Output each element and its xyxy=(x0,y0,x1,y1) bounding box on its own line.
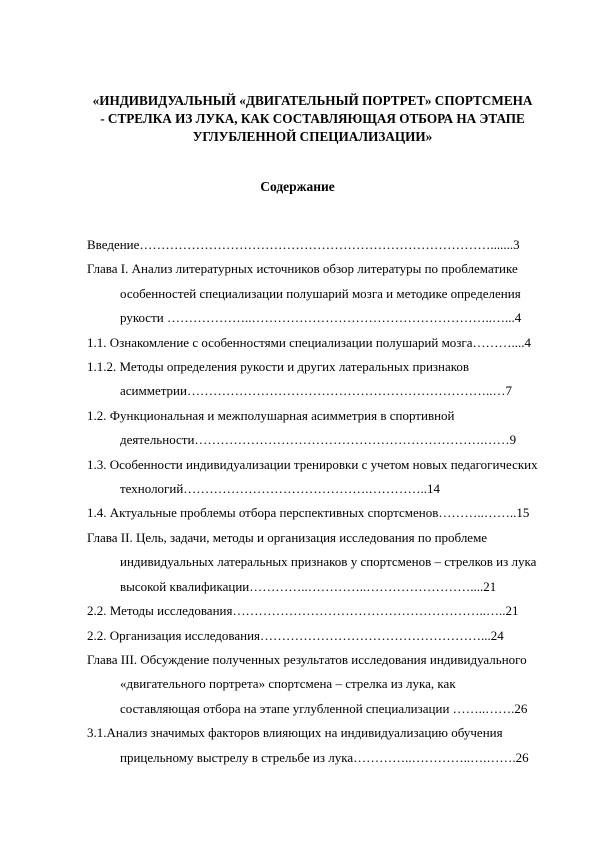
toc-line: Глава II. Цель, задачи, методы и организация исследования по проблеме xyxy=(87,529,488,545)
toc-entry xyxy=(87,404,567,453)
toc-entry xyxy=(87,648,567,721)
toc-entry xyxy=(87,501,567,525)
toc-line: Глава I. Анализ литературных источников обзор литературы по проблематике xyxy=(87,261,518,277)
toc-line: Глава III. Обсуждение полученных результатов исследования индивидуального xyxy=(87,651,527,667)
table-of-contents xyxy=(87,233,567,770)
toc-entry xyxy=(87,355,567,404)
toc-line: асимметрии……………………………………………………………..…7 xyxy=(120,383,512,399)
toc-line: особенностей специализации полушарий мозга и методике определения xyxy=(120,285,521,301)
toc-entry xyxy=(87,624,567,648)
toc-line: высокой квалификации…………..…………..……………………....21 xyxy=(120,578,497,594)
toc-entry xyxy=(87,721,567,770)
toc-line: 3.1.Анализ значимых факторов влияющих на индивидуализацию обучения xyxy=(87,725,503,741)
title-line: УГЛУБЛЕННОЙ СПЕЦИАЛИЗАЦИИ» xyxy=(192,129,433,144)
toc-line: Введение……………………………………………………………………….......3 xyxy=(87,237,520,252)
toc-line: 2.2. Методы исследования…………………………………………………..…..21 xyxy=(87,603,519,619)
toc-entry xyxy=(87,526,567,599)
toc-line: 1.4. Актуальные проблемы отбора перспективных спортсменов………..……..15 xyxy=(87,505,530,521)
contents-heading: Содержание xyxy=(260,179,335,194)
toc-line: рукости ………………..………………………………………………..…...4 xyxy=(120,310,522,326)
title-line: - СТРЕЛКА ИЗ ЛУКА, КАК СОСТАВЛЯЮЩАЯ ОТБОРА НА ЭТАПЕ xyxy=(100,111,525,126)
toc-line: 1.1.2. Методы определения рукости и других латеральных признаков xyxy=(87,359,470,375)
toc-entry xyxy=(87,599,567,623)
toc-line: деятельности………………………………………………………….……9 xyxy=(120,432,517,448)
toc-line: индивидуальных латеральных признаков у спортсменов – стрелков из лука xyxy=(120,554,537,570)
toc-line: технологий…………………………………….…………..14 xyxy=(120,481,441,497)
toc-entry xyxy=(87,331,567,355)
title-line: «ИНДИВИДУАЛЬНЫЙ «ДВИГАТЕЛЬНЫЙ ПОРТРЕТ» СПОРТСМЕНА xyxy=(92,93,533,108)
toc-line: «двигательного портрета» спортсмена – стрелка из лука, как xyxy=(120,676,456,692)
toc-line: составляющая отбора на этапе углубленной специализации ……..…….26 xyxy=(120,700,528,716)
toc-entry xyxy=(87,453,567,502)
toc-line: прицельному выстрелу в стрельбе из лука…………..…………..….…….26 xyxy=(120,749,529,765)
toc-line: 2.2. Организация исследования……………………………………………...24 xyxy=(87,627,504,643)
document-title xyxy=(60,92,565,146)
toc-entry xyxy=(87,233,567,257)
toc-line: 1.1. Ознакомление с особенностями специализации полушарий мозга………....4 xyxy=(87,334,532,350)
toc-line: 1.3. Особенности индивидуализации тренировки с учетом новых педагогических xyxy=(87,456,538,472)
toc-line: 1.2. Функциональная и межполушарная асимметрия в спортивной xyxy=(87,407,455,423)
toc-entry xyxy=(87,257,567,330)
